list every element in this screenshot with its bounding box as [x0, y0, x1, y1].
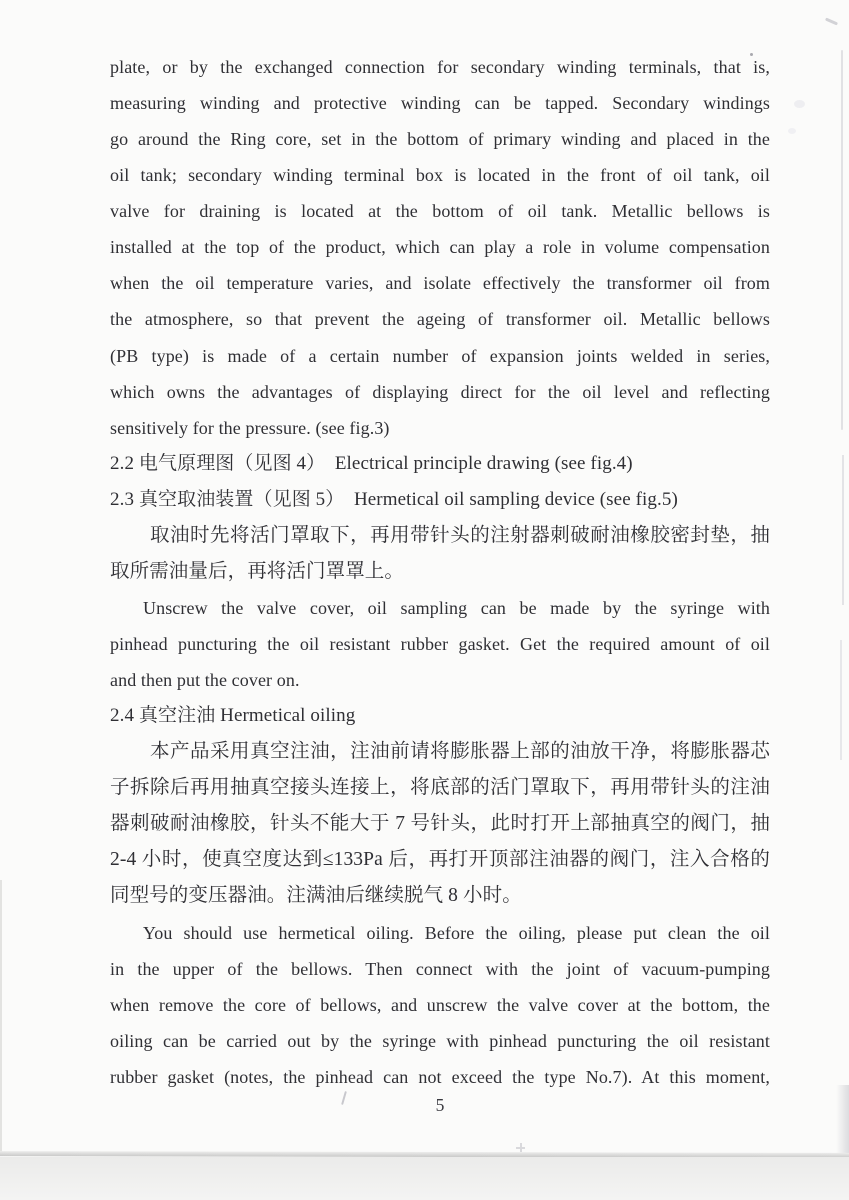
text-line: when remove the core of bellows, and unscrew the valve cover at the bottom, the	[110, 994, 770, 1015]
scan-cross-mark	[520, 1143, 522, 1152]
text-line: when the oil temperature varies, and isolate effectively the transformer oil from	[110, 273, 770, 294]
scan-mark-top-right	[825, 17, 838, 25]
text-line: measuring winding and protective winding can be tapped. Secondary windings	[110, 93, 770, 114]
scan-smudge	[788, 128, 796, 134]
text-line: the atmosphere, so that prevent the ageing of transformer oil. Metallic bellows	[110, 309, 770, 330]
text-line: pinhead puncturing the oil resistant rubber gasket. Get the required amount of oil	[110, 634, 770, 654]
scanner-background	[0, 1157, 849, 1200]
text-line: 2-4 小时，使真空度达到≤133Pa 后，再打开顶部注油器的阀门，注入合格的	[110, 849, 770, 871]
scan-edge-line	[840, 640, 842, 760]
scan-smudge	[794, 100, 805, 108]
section-heading-2-2: 2.2 电气原理图（见图 4） Electrical principle drawing (see fig.4)	[110, 452, 633, 474]
text-line: Unscrew the valve cover, oil sampling can be made by the syringe with	[143, 597, 770, 618]
scan-cross-mark	[516, 1147, 525, 1149]
page-number: 5	[435, 1095, 445, 1115]
text-line: sensitively for the pressure. (see fig.3)	[110, 417, 390, 438]
text-line: plate, or by the exchanged connection for secondary winding terminals, that is,	[110, 57, 770, 77]
text-line: go around the Ring core, set in the bottom of primary winding and placed in the	[110, 129, 770, 150]
text-line: installed at the top of the product, which can play a role in volume compensation	[110, 237, 770, 258]
text-line: oiling can be carried out by the syringe with pinhead puncturing the oil resistant	[110, 1030, 770, 1051]
text-line: 同型号的变压器油。注满油后继续脱气 8 小时。	[110, 885, 522, 907]
text-line: in the upper of the bellows. Then connect with the joint of vacuum-pumping	[110, 958, 770, 979]
scan-left-edge-line	[0, 880, 2, 1154]
text-line: valve for draining is located at the bottom of oil tank. Metallic bellows is	[110, 201, 770, 222]
text-line: 取油时先将活门罩取下，再用带针头的注射器刺破耐油橡胶密封垫，抽	[150, 524, 770, 546]
scan-edge-line	[841, 50, 843, 430]
text-line: 器刺破耐油橡胶，针头不能大于 7 号针头，此时打开上部抽真空的阀门，抽	[110, 813, 770, 835]
text-line: You should use hermetical oiling. Before the oiling, please put clean the oil	[143, 922, 770, 943]
text-line: which owns the advantages of displaying direct for the oil level and reflecting	[110, 381, 770, 402]
text-line: 子拆除后再用抽真空接头连接上，将底部的活门罩取下，再用带针头的注油	[110, 777, 770, 799]
text-line: rubber gasket (notes, the pinhead can not exceed the type No.7). At this moment,	[110, 1066, 770, 1087]
scan-edge-line	[842, 455, 844, 605]
scan-mark-bottom-right	[836, 1085, 849, 1153]
section-heading-2-4: 2.4 真空注油 Hermetical oiling	[110, 705, 356, 727]
text-line: 取所需油量后，再将活门罩罩上。	[110, 560, 405, 582]
text-line: (PB type) is made of a certain number of expansion joints welded in series,	[110, 345, 770, 366]
section-heading-2-3: 2.3 真空取油装置（见图 5） Hermetical oil sampling device (see fig.5)	[110, 488, 678, 510]
text-line: and then put the cover on.	[110, 670, 300, 691]
text-column	[110, 49, 770, 1095]
text-line: 本产品采用真空注油，注油前请将膨胀器上部的油放干净，将膨胀器芯	[150, 741, 770, 763]
text-line: oil tank; secondary winding terminal box is located in the front of oil tank, oil	[110, 165, 770, 186]
